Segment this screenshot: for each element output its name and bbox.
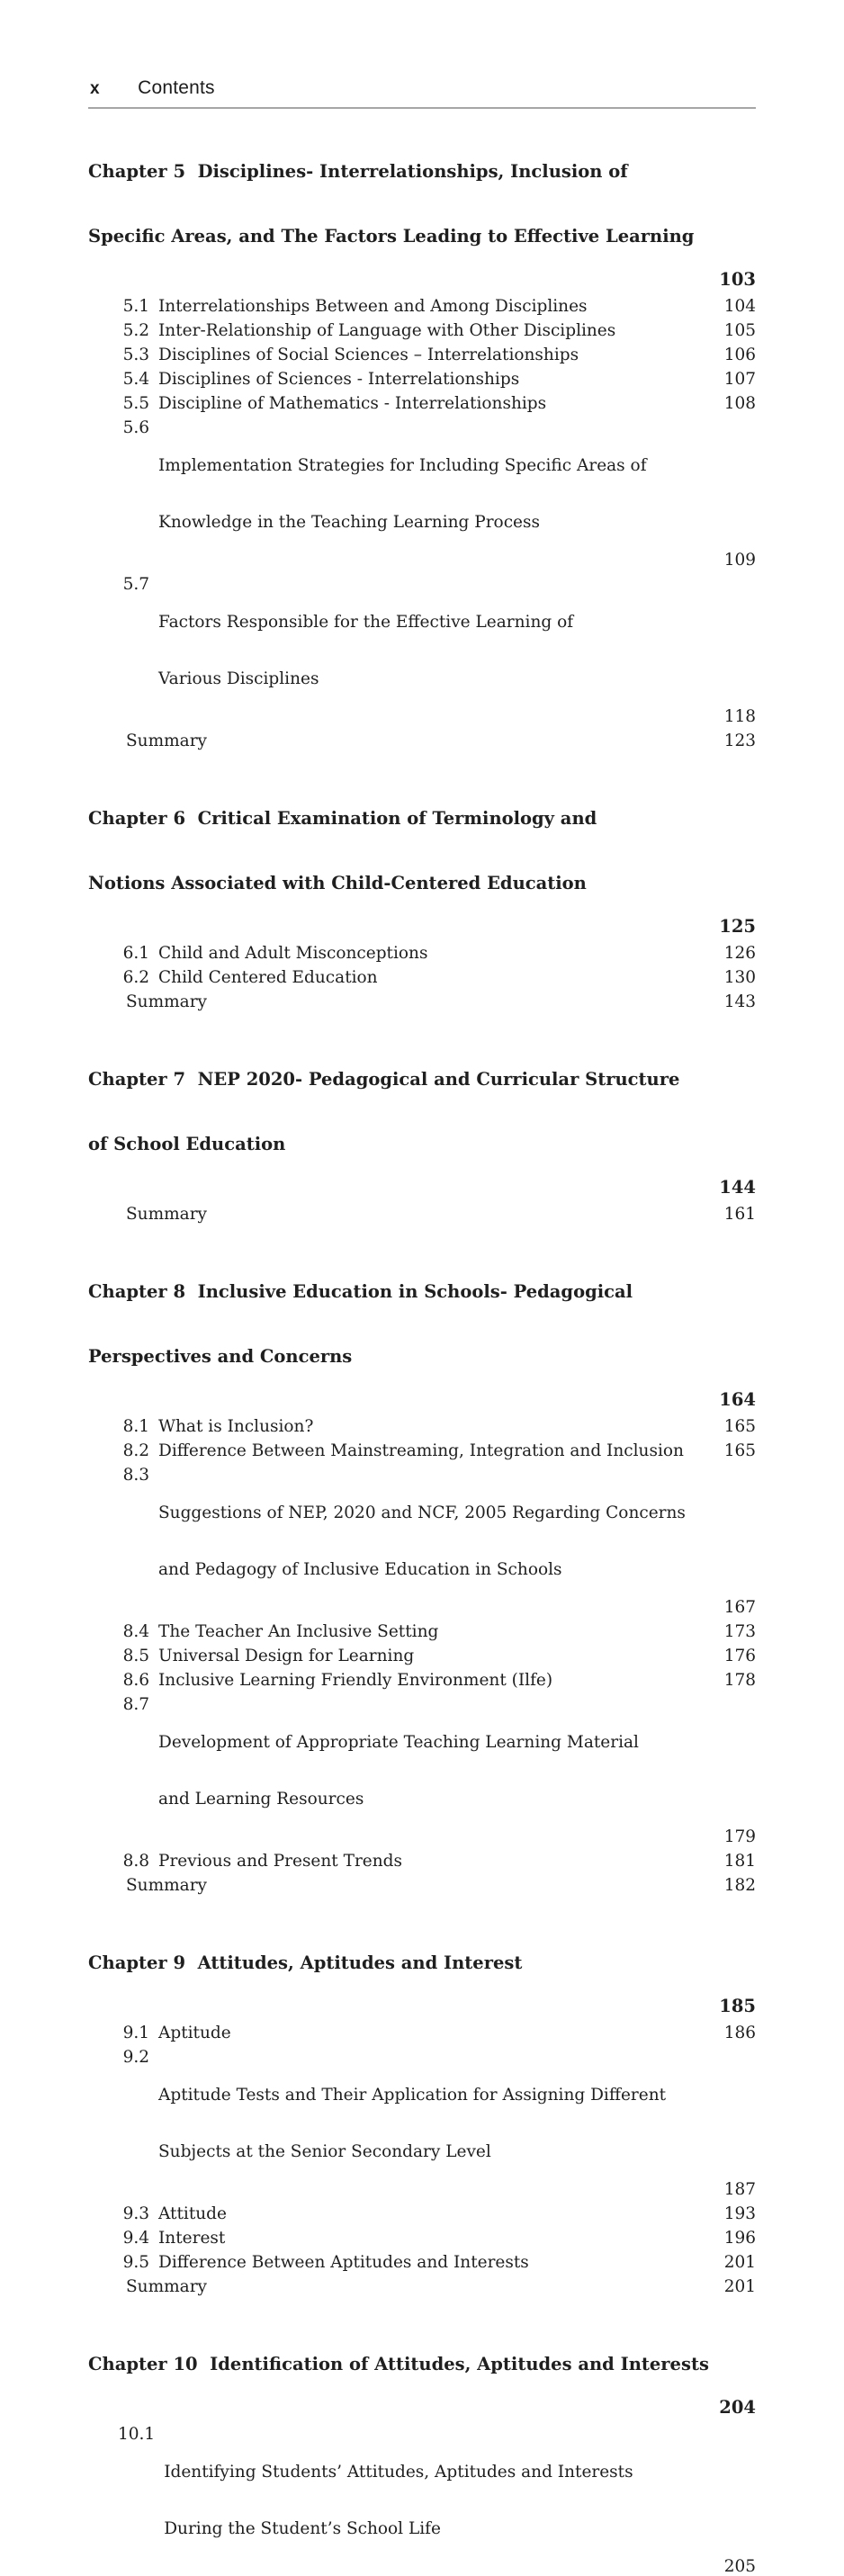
entry-page-number: 109 xyxy=(723,551,756,570)
entry-title xyxy=(158,1671,716,1690)
entry-title xyxy=(158,297,716,316)
entry-title xyxy=(158,2024,716,2042)
toc-entry xyxy=(118,944,756,963)
chapter-title xyxy=(88,1909,716,2017)
chapter-entries xyxy=(88,944,756,1011)
entry-page-number: 167 xyxy=(723,1598,756,1617)
chapter-block xyxy=(88,1909,756,2296)
entry-page-number: 143 xyxy=(723,992,756,1011)
entry-number: 5.3 xyxy=(122,346,149,364)
entry-line: Summary xyxy=(126,1205,207,1224)
entry-line: During the Student’s School Life xyxy=(164,2519,441,2538)
entry-number: 9.1 xyxy=(122,2024,149,2042)
chapter-page-number: 144 xyxy=(719,1177,756,1198)
chapter-title xyxy=(88,765,716,938)
page-title: Contents xyxy=(138,77,215,98)
entry-page-number: 118 xyxy=(723,707,756,726)
entry-number: 6.2 xyxy=(122,968,149,987)
toc-entry xyxy=(118,2048,756,2199)
chapter-page-number: 125 xyxy=(719,916,756,937)
entry-line: and Pedagogy of Inclusive Education in Schools xyxy=(158,1560,562,1579)
entry-line: Difference Between Mainstreaming, Integration and Inclusion xyxy=(158,1441,684,1460)
entry-title xyxy=(158,321,716,340)
chapter-entries xyxy=(88,2024,756,2296)
entry-title xyxy=(158,2204,716,2223)
entry-title xyxy=(158,370,716,389)
entry-page-number: 178 xyxy=(723,1671,756,1690)
chapter-block xyxy=(88,2311,756,2576)
entry-line: Implementation Strategies for Including Specific Areas of xyxy=(158,456,647,475)
entry-page-number: 108 xyxy=(723,394,756,413)
entry-title xyxy=(126,2277,716,2296)
entry-number: 8.3 xyxy=(122,1466,149,1485)
chapter-entries xyxy=(88,1417,756,1895)
entry-page-number: 186 xyxy=(723,2024,756,2042)
entry-line: Development of Appropriate Teaching Learning Material xyxy=(158,1733,639,1752)
chapter-title xyxy=(88,1026,716,1198)
entry-line: Summary xyxy=(126,992,207,1011)
entry-line: Aptitude xyxy=(158,2024,231,2042)
entry-line: Inclusive Learning Friendly Environment (Ilfe) xyxy=(158,1671,553,1690)
entry-line: Summary xyxy=(126,2277,207,2296)
chapter-title xyxy=(88,118,716,291)
entry-title xyxy=(158,1466,716,1617)
entry-page-number: 201 xyxy=(723,2253,756,2272)
entry-line: Knowledge in the Teaching Learning Process xyxy=(158,513,540,532)
toc-entry-summary xyxy=(118,992,756,1011)
chapter-title-line: Chapter 7 NEP 2020- Pedagogical and Curricular Structure xyxy=(88,1069,680,1090)
entry-line: Factors Responsible for the Effective Learning of xyxy=(158,613,574,632)
entry-number: 5.6 xyxy=(122,418,149,437)
folio-page-number: x xyxy=(90,79,101,98)
toc-entry xyxy=(118,394,756,413)
chapter-heading xyxy=(88,2311,756,2419)
entry-number: 8.2 xyxy=(122,1441,149,1460)
entry-page-number: 104 xyxy=(723,297,756,316)
toc-entry xyxy=(118,1647,756,1665)
entry-title xyxy=(158,2253,716,2272)
entry-title xyxy=(158,1441,716,1460)
toc-entry xyxy=(118,575,756,726)
entry-line: Disciplines of Sciences - Interrelationships xyxy=(158,370,520,389)
entry-number: 9.3 xyxy=(122,2204,149,2223)
entry-title xyxy=(158,1695,716,1846)
entry-line: Various Disciplines xyxy=(158,669,319,688)
entry-line: Previous and Present Trends xyxy=(158,1852,402,1871)
toc-entry xyxy=(118,1671,756,1690)
toc-entry-summary xyxy=(118,2277,756,2296)
entry-page-number: 123 xyxy=(723,732,756,750)
chapter-entries xyxy=(88,297,756,750)
entry-page-number: 173 xyxy=(723,1622,756,1641)
toc-entry xyxy=(118,321,756,340)
entry-number: 5.4 xyxy=(122,370,149,389)
entry-number: 8.8 xyxy=(122,1852,149,1871)
toc-entry xyxy=(118,346,756,364)
chapter-title-line: Chapter 5 Disciplines- Interrelationships, Inclusion of xyxy=(88,161,628,182)
entry-title xyxy=(126,732,716,750)
entry-page-number: 205 xyxy=(723,2557,756,2576)
entry-title xyxy=(158,1417,716,1436)
entry-page-number: 161 xyxy=(723,1205,756,1224)
entry-number: 6.1 xyxy=(122,944,149,963)
entry-line: Summary xyxy=(126,732,207,750)
entry-line: Child Centered Education xyxy=(158,968,378,987)
chapter-page-number: 103 xyxy=(719,269,756,290)
entry-title xyxy=(158,418,716,570)
chapter-page-number: 164 xyxy=(719,1389,756,1410)
toc-entry xyxy=(118,2253,756,2272)
entry-line: Interest xyxy=(158,2229,226,2248)
chapter-title-line: Specific Areas, and The Factors Leading to Effective Learning xyxy=(88,226,695,247)
entry-line: The Teacher An Inclusive Setting xyxy=(158,1622,439,1641)
header-rule xyxy=(88,107,756,109)
entry-line: Attitude xyxy=(158,2204,227,2223)
entry-line: and Learning Resources xyxy=(158,1790,364,1809)
entry-number: 9.4 xyxy=(122,2229,149,2248)
entry-number: 9.2 xyxy=(122,2048,149,2067)
entry-title xyxy=(158,2048,716,2199)
chapter-heading xyxy=(88,1026,756,1198)
chapter-title-line: Chapter 9 Attitudes, Aptitudes and Interest xyxy=(88,1952,523,1973)
entry-number: 8.5 xyxy=(122,1647,149,1665)
chapter-block xyxy=(88,118,756,750)
entry-line: What is Inclusion? xyxy=(158,1417,314,1436)
chapter-page-number: 185 xyxy=(719,1996,756,2016)
toc-entry xyxy=(118,1852,756,1871)
entry-page-number: 165 xyxy=(723,1417,756,1436)
chapter-entries xyxy=(88,1205,756,1224)
chapter-title-line: Notions Associated with Child-Centered Education xyxy=(88,873,587,893)
chapter-title-line: Chapter 8 Inclusive Education in Schools- Pedagogical xyxy=(88,1281,633,1302)
entry-title xyxy=(126,992,716,1011)
entry-title xyxy=(158,1622,716,1641)
entry-title xyxy=(126,1205,716,1224)
entry-line: Difference Between Aptitudes and Interests xyxy=(158,2253,529,2272)
chapter-block xyxy=(88,1026,756,1224)
chapter-block xyxy=(88,765,756,1011)
toc-entry xyxy=(118,1695,756,1846)
entry-line: Universal Design for Learning xyxy=(158,1647,415,1665)
entry-title xyxy=(158,2229,716,2248)
entry-page-number: 105 xyxy=(723,321,756,340)
toc-entry-summary xyxy=(118,1876,756,1895)
chapter-title-line: Chapter 6 Critical Examination of Terminology and xyxy=(88,808,597,829)
entry-line: Summary xyxy=(126,1876,207,1895)
entry-page-number: 179 xyxy=(723,1827,756,1846)
entry-page-number: 130 xyxy=(723,968,756,987)
entry-line: Discipline of Mathematics - Interrelationships xyxy=(158,394,547,413)
entry-number: 10.1 xyxy=(118,2425,156,2444)
chapter-title-line: Perspectives and Concerns xyxy=(88,1346,353,1367)
entry-line: Inter-Relationship of Language with Other Disciplines xyxy=(158,321,616,340)
entry-number: 9.5 xyxy=(122,2253,149,2272)
toc-entry xyxy=(118,297,756,316)
toc-entry-summary xyxy=(118,1205,756,1224)
entry-line: Aptitude Tests and Their Application for Assigning Different xyxy=(158,2086,667,2105)
toc-entry xyxy=(118,1466,756,1617)
entry-page-number: 107 xyxy=(723,370,756,389)
entry-number: 5.1 xyxy=(122,297,149,316)
entry-line: Subjects at the Senior Secondary Level xyxy=(158,2142,491,2161)
entry-title xyxy=(126,1876,716,1895)
entry-number: 5.7 xyxy=(122,575,149,594)
toc-entry xyxy=(118,2204,756,2223)
toc-entry xyxy=(118,418,756,570)
toc-entry xyxy=(118,1441,756,1460)
toc-entry xyxy=(118,968,756,987)
entry-page-number: 193 xyxy=(723,2204,756,2223)
entry-line: Child and Adult Misconceptions xyxy=(158,944,428,963)
entry-title xyxy=(158,346,716,364)
entry-page-number: 106 xyxy=(723,346,756,364)
entry-title xyxy=(158,968,716,987)
entry-page-number: 187 xyxy=(723,2180,756,2199)
chapter-title-line: of School Education xyxy=(88,1134,286,1154)
entry-page-number: 165 xyxy=(723,1441,756,1460)
toc-entry xyxy=(118,2229,756,2248)
chapter-title-line: Chapter 10 Identification of Attitudes, Aptitudes and Interests xyxy=(88,2354,709,2374)
entry-number: 8.7 xyxy=(122,1695,149,1714)
entry-page-number: 176 xyxy=(723,1647,756,1665)
toc-entry xyxy=(118,1417,756,1436)
entry-number: 8.4 xyxy=(122,1622,149,1641)
chapter-block xyxy=(88,1238,756,1895)
entry-page-number: 126 xyxy=(723,944,756,963)
toc-entry xyxy=(118,1622,756,1641)
entry-line: Identifying Students’ Attitudes, Aptitudes and Interests xyxy=(164,2463,633,2482)
entry-title xyxy=(164,2425,716,2576)
entry-page-number: 201 xyxy=(723,2277,756,2296)
entry-title xyxy=(158,394,716,413)
toc-entry xyxy=(118,2024,756,2042)
entry-title xyxy=(158,575,716,726)
toc-entry xyxy=(118,370,756,389)
toc-entry xyxy=(118,2425,756,2576)
entry-page-number: 196 xyxy=(723,2229,756,2248)
entry-page-number: 182 xyxy=(723,1876,756,1895)
entry-number: 8.1 xyxy=(122,1417,149,1436)
entry-line: Suggestions of NEP, 2020 and NCF, 2005 Regarding Concerns xyxy=(158,1503,686,1522)
chapter-title xyxy=(88,1238,716,1411)
entry-number: 5.5 xyxy=(122,394,149,413)
chapter-page-number: 204 xyxy=(719,2397,756,2418)
chapter-entries xyxy=(88,2425,756,2576)
chapter-title xyxy=(88,2311,716,2419)
toc-entry-summary xyxy=(118,732,756,750)
chapter-heading xyxy=(88,1909,756,2017)
chapter-heading xyxy=(88,765,756,938)
entry-line: Disciplines of Social Sciences – Interrelationships xyxy=(158,346,579,364)
chapter-heading xyxy=(88,118,756,291)
chapter-heading xyxy=(88,1238,756,1411)
entry-page-number: 181 xyxy=(723,1852,756,1871)
running-header xyxy=(88,77,756,99)
entry-title xyxy=(158,1852,716,1871)
entry-line: Interrelationships Between and Among Disciplines xyxy=(158,297,588,316)
entry-title xyxy=(158,1647,716,1665)
entry-title xyxy=(158,944,716,963)
entry-number: 8.6 xyxy=(122,1671,149,1690)
entry-number: 5.2 xyxy=(122,321,149,340)
